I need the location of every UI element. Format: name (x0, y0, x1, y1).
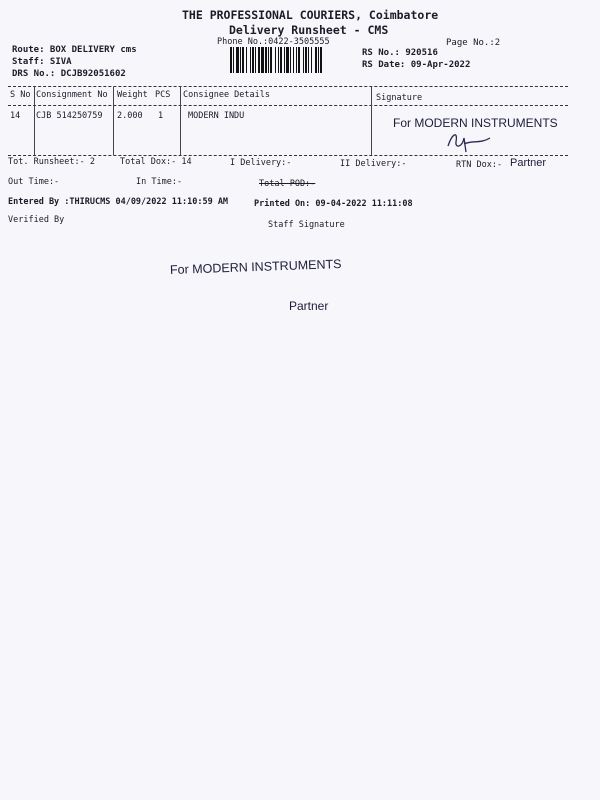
barcode-bar (233, 47, 234, 73)
table-top-rule (8, 86, 568, 87)
ii-delivery: II Delivery:- (340, 159, 407, 169)
staff: Staff: SIVA (12, 57, 72, 67)
i-delivery: I Delivery:- (230, 158, 292, 168)
barcode-bar (278, 47, 279, 73)
barcode-bar (275, 47, 276, 73)
entered-by: Entered By :THIRUCMS 04/09/2022 11:10:59 AM (8, 197, 229, 207)
barcode (230, 47, 358, 73)
header-consignee: Consignee Details (183, 90, 270, 100)
document-title: Delivery Runsheet - CMS (229, 23, 389, 37)
barcode-bar (303, 47, 304, 73)
col-divider (180, 87, 181, 155)
out-time: Out Time:- (8, 177, 60, 187)
barcode-bar (270, 47, 272, 73)
rs-date: RS Date: 09-Apr-2022 (362, 60, 471, 70)
barcode-bar (293, 47, 294, 73)
col-divider (371, 87, 372, 155)
stamp-for-modern-instruments: For MODERN INSTRUMENTS (393, 116, 558, 130)
header-consignment: Consignment No (36, 90, 108, 100)
barcode-bar (308, 47, 309, 73)
header-bottom-rule (8, 105, 568, 106)
barcode-bar (261, 47, 264, 73)
barcode-bar (265, 47, 267, 73)
barcode-bar (296, 47, 297, 73)
printed-on: Printed On: 09-04-2022 11:11:08 (254, 199, 413, 209)
barcode-bar (242, 47, 244, 73)
barcode-bar (286, 47, 289, 73)
barcode-bar (290, 47, 291, 73)
total-pod: Total POD:- (259, 179, 316, 189)
in-time: In Time:- (136, 177, 183, 187)
barcode-bar (250, 47, 251, 73)
table-bottom-rule (8, 155, 568, 156)
verified-by: Verified By (8, 215, 65, 225)
staff-signature: Staff Signature (268, 220, 345, 230)
barcode-bar (311, 47, 312, 73)
partner-stamp: Partner (510, 157, 547, 169)
barcode-bar (305, 47, 307, 73)
rtn-dox: RTN Dox:- (456, 160, 503, 170)
stamp-bottom-company: For MODERN INSTRUMENTS (169, 257, 342, 277)
row-pcs: 1 (158, 111, 164, 121)
barcode-bar (280, 47, 282, 73)
barcode-bar (315, 47, 317, 73)
signature (440, 126, 500, 156)
drs-number: DRS No.: DCJB92051602 (12, 69, 126, 79)
phone-number: Phone No.:0422-3505555 (217, 37, 330, 47)
row-consignee: MODERN INDU (188, 111, 245, 121)
route: Route: BOX DELIVERY cms (12, 45, 137, 55)
total-runsheet: Tot. Runsheet:- 2 (8, 157, 95, 167)
header-weight: Weight (117, 90, 148, 100)
barcode-bar (230, 47, 232, 73)
header-pcs: PCS (155, 90, 171, 100)
row-weight: 2.000 (117, 111, 143, 121)
barcode-bar (298, 47, 300, 73)
page-number: Page No.:2 (446, 38, 501, 48)
rs-number: RS No.: 920516 (362, 48, 438, 58)
barcode-bar (258, 47, 260, 73)
barcode-bar (252, 47, 254, 73)
header-signature: Signature (376, 93, 423, 103)
stamp-bottom-partner: Partner (289, 299, 329, 313)
company-name: THE PROFESSIONAL COURIERS, Coimbatore (182, 8, 439, 22)
total-dox: Total Dox:- 14 (120, 157, 192, 167)
barcode-bar (268, 47, 269, 73)
barcode-bar (320, 47, 322, 73)
col-divider (34, 87, 35, 155)
header-sno: S No (10, 90, 31, 100)
barcode-bar (318, 47, 319, 73)
row-consignment: CJB 514250759 (36, 111, 103, 121)
row-sno: 14 (10, 111, 21, 121)
barcode-bar (236, 47, 239, 73)
col-divider (113, 87, 114, 155)
barcode-bar (246, 47, 247, 73)
barcode-bar (284, 47, 285, 73)
barcode-bar (255, 47, 256, 73)
barcode-bar (240, 47, 241, 73)
